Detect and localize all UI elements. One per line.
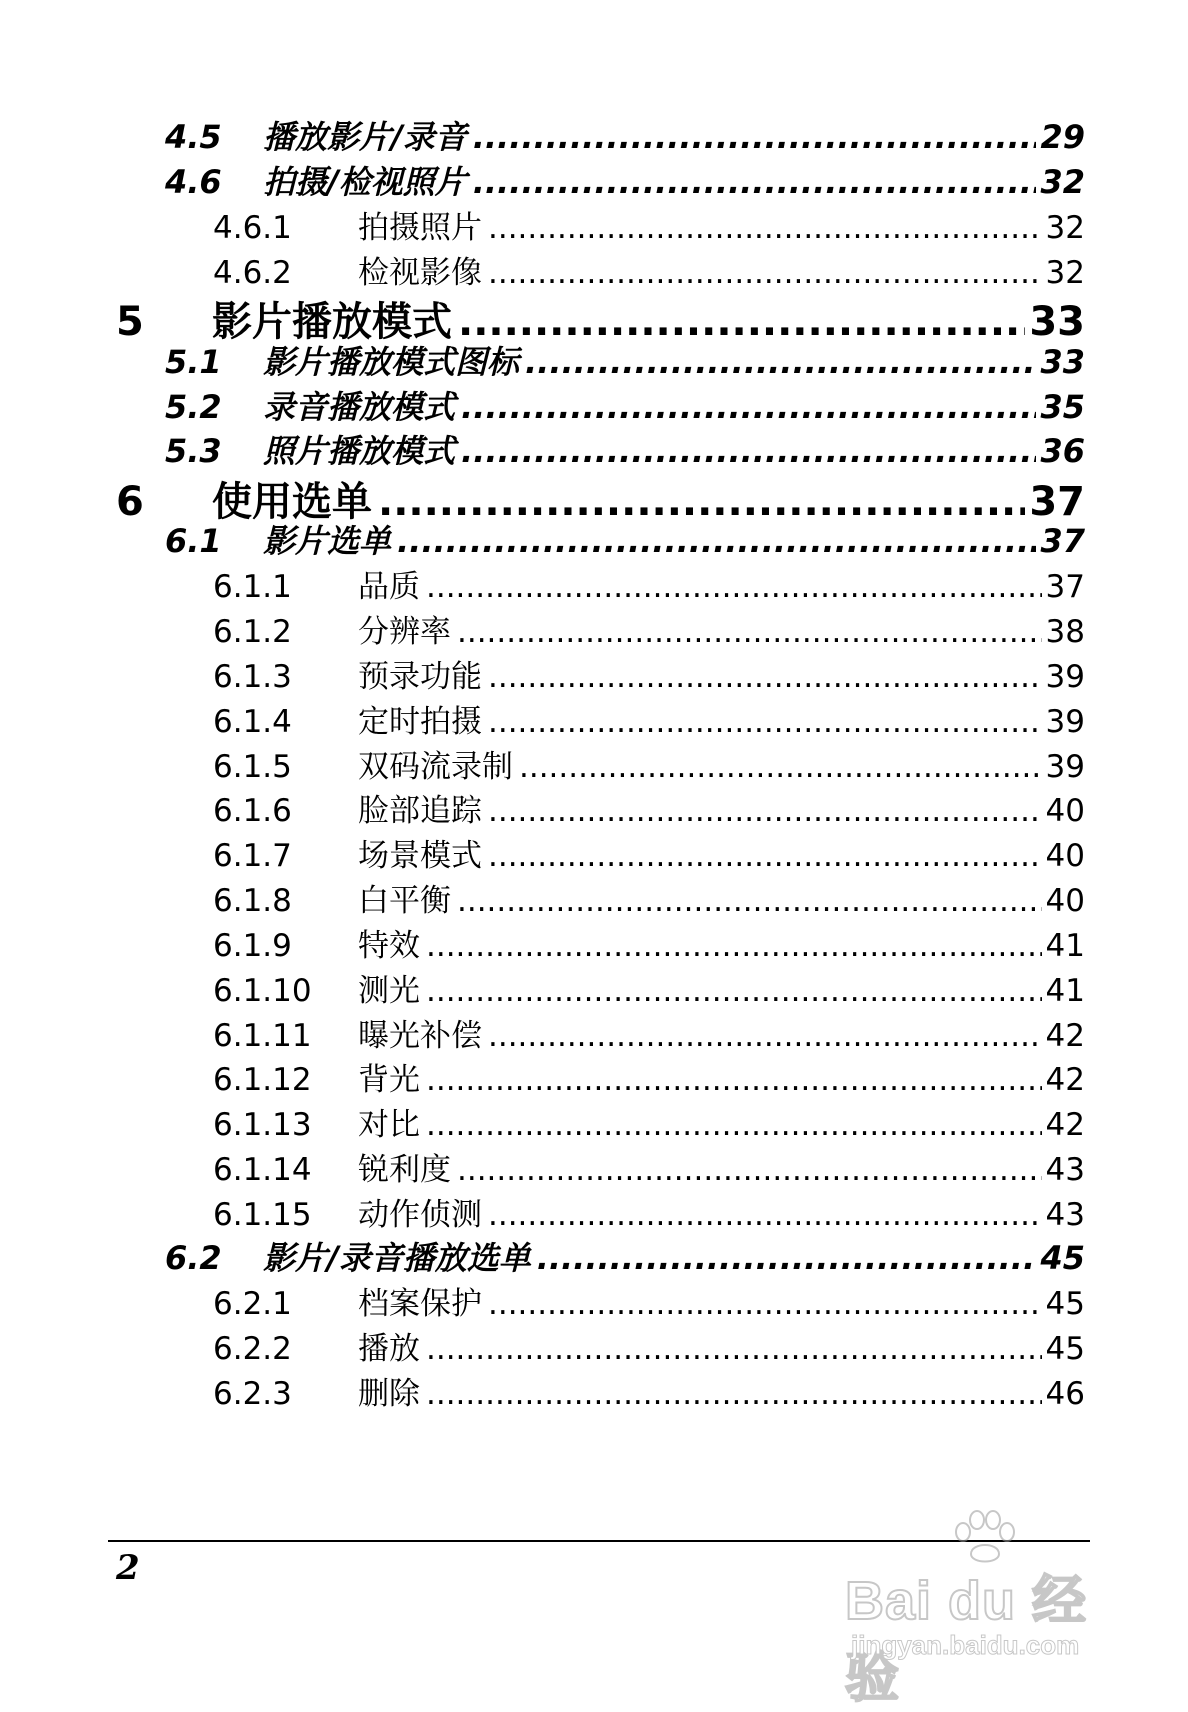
toc-entry-number: 4.6 xyxy=(165,163,222,201)
toc-entry-number: 6.1.1 xyxy=(213,569,292,605)
toc-entry[interactable] xyxy=(0,1323,1085,1369)
dot-leader xyxy=(426,1331,1042,1367)
toc-entry-page: 33 xyxy=(1029,299,1085,345)
toc-entry-page: 40 xyxy=(1045,838,1085,874)
toc-entry-page: 33 xyxy=(1040,343,1085,381)
toc-entry[interactable] xyxy=(0,1368,1085,1414)
watermark-brand: Bai du 经验 xyxy=(845,1571,1088,1708)
toc-entry-page: 39 xyxy=(1045,749,1085,785)
dot-leader xyxy=(457,614,1042,650)
toc-entry[interactable] xyxy=(0,516,1085,562)
toc-entry[interactable] xyxy=(0,830,1085,876)
toc-entry[interactable] xyxy=(0,920,1085,966)
toc-entry-title: 背光 xyxy=(358,1062,420,1098)
toc-entry-title: 白平衡 xyxy=(358,883,451,919)
toc-entry[interactable] xyxy=(0,1054,1085,1100)
toc-entry[interactable] xyxy=(0,606,1085,652)
toc-entry-number: 6.1.6 xyxy=(213,793,292,829)
toc-entry-title: 测光 xyxy=(358,973,420,1009)
toc-entry-page: 39 xyxy=(1045,659,1085,695)
toc-entry[interactable] xyxy=(0,696,1085,742)
dot-leader xyxy=(461,388,1036,426)
toc-entry-title: 播放 xyxy=(358,1331,420,1367)
toc-entry-page: 37 xyxy=(1040,522,1085,560)
toc-entry-number: 6.1.8 xyxy=(213,883,292,919)
toc-entry-number: 6.1.11 xyxy=(213,1018,312,1054)
toc-entry-number: 6.2.3 xyxy=(213,1376,292,1412)
toc-entry-page: 45 xyxy=(1045,1331,1085,1367)
toc-entry-page: 40 xyxy=(1045,883,1085,919)
toc-entry[interactable] xyxy=(0,965,1085,1011)
toc-entry-title: 使用选单 xyxy=(212,479,372,525)
toc-entry-page: 39 xyxy=(1045,704,1085,740)
toc-entry-number: 6.1.10 xyxy=(213,973,312,1009)
toc-entry-page: 36 xyxy=(1040,432,1085,470)
toc-entry-title: 对比 xyxy=(358,1107,420,1143)
watermark-url: jingyan.baidu.com xyxy=(851,1630,1080,1660)
toc-entry[interactable] xyxy=(0,741,1085,787)
toc-entry[interactable] xyxy=(0,1278,1085,1324)
toc-entry-page: 41 xyxy=(1045,928,1085,964)
toc-entry[interactable] xyxy=(0,202,1085,248)
toc-entry-number: 4.6.2 xyxy=(213,255,292,291)
toc-entry-title: 照片播放模式 xyxy=(263,432,456,470)
toc-entry-title: 双码流录制 xyxy=(358,749,513,785)
toc-entry-number: 6.1.13 xyxy=(213,1107,312,1143)
toc-entry-title: 影片选单 xyxy=(263,522,392,560)
toc-entry-page: 37 xyxy=(1029,479,1085,525)
toc-entry-title: 播放影片/录音 xyxy=(263,118,467,156)
dot-leader xyxy=(488,255,1042,291)
toc-entry-number: 5 xyxy=(116,299,144,345)
toc-entry-title: 场景模式 xyxy=(358,838,482,874)
toc-entry-number: 6.1.7 xyxy=(213,838,292,874)
page-number: 2 xyxy=(116,1548,140,1588)
toc-entry-number: 6.1.3 xyxy=(213,659,292,695)
toc-entry-page: 46 xyxy=(1045,1376,1085,1412)
dot-leader xyxy=(488,210,1042,246)
toc-entry-number: 6.1.15 xyxy=(213,1197,312,1233)
dot-leader xyxy=(426,1107,1042,1143)
toc-entry-number: 5.2 xyxy=(165,388,222,426)
toc-entry[interactable] xyxy=(0,1233,1085,1279)
toc-entry-page: 43 xyxy=(1045,1197,1085,1233)
dot-leader xyxy=(488,704,1042,740)
toc-entry-number: 5.3 xyxy=(165,432,222,470)
toc-entry-number: 6.1.5 xyxy=(213,749,292,785)
toc-entry-title: 品质 xyxy=(358,569,420,605)
toc-entry[interactable] xyxy=(0,247,1085,293)
toc-entry-title: 预录功能 xyxy=(358,659,482,695)
toc-entry-title: 拍摄/检视照片 xyxy=(263,163,467,201)
toc-entry-page: 29 xyxy=(1040,118,1085,156)
toc-entry-number: 6.2 xyxy=(165,1239,222,1277)
dot-leader xyxy=(473,118,1037,156)
toc-entry-page: 41 xyxy=(1045,973,1085,1009)
toc-entry-title: 分辨率 xyxy=(358,614,451,650)
dot-leader xyxy=(488,1197,1042,1233)
toc-entry-title: 录音播放模式 xyxy=(263,388,456,426)
dot-leader xyxy=(519,749,1042,785)
dot-leader xyxy=(525,343,1036,381)
toc-entry[interactable] xyxy=(0,1099,1085,1145)
toc-entry-title: 影片/录音播放选单 xyxy=(263,1239,531,1277)
toc-entry-page: 37 xyxy=(1045,569,1085,605)
toc-entry-number: 6.1.12 xyxy=(213,1062,312,1098)
toc-entry-number: 6.1 xyxy=(165,522,222,560)
toc-entry-title: 动作侦测 xyxy=(358,1197,482,1233)
dot-leader xyxy=(488,1286,1042,1322)
toc-entry-page: 42 xyxy=(1045,1107,1085,1143)
toc-entry-title: 档案保护 xyxy=(358,1286,482,1322)
toc-entry-title: 定时拍摄 xyxy=(358,704,482,740)
dot-leader xyxy=(473,163,1037,201)
toc-entry-page: 35 xyxy=(1040,388,1085,426)
toc-entry-page: 32 xyxy=(1045,255,1085,291)
toc-entry[interactable] xyxy=(0,112,1085,158)
toc-entry[interactable] xyxy=(0,337,1085,383)
toc-entry[interactable] xyxy=(0,426,1085,472)
toc-entry-page: 45 xyxy=(1040,1239,1085,1277)
toc-entry-number: 6.1.9 xyxy=(213,928,292,964)
toc-entry[interactable] xyxy=(0,875,1085,921)
toc-entry-page: 38 xyxy=(1045,614,1085,650)
dot-leader xyxy=(457,883,1042,919)
dot-leader xyxy=(426,569,1042,605)
toc-entry-title: 锐利度 xyxy=(358,1152,451,1188)
toc-entry-title: 特效 xyxy=(358,928,420,964)
toc-entry-page: 32 xyxy=(1045,210,1085,246)
toc-entry-number: 6.1.14 xyxy=(213,1152,312,1188)
toc-entry[interactable] xyxy=(0,1189,1085,1235)
dot-leader xyxy=(488,659,1042,695)
toc-entry-number: 6.2.2 xyxy=(213,1331,292,1367)
dot-leader xyxy=(397,522,1036,560)
toc-entry-title: 拍摄照片 xyxy=(358,210,482,246)
toc-entry-page: 40 xyxy=(1045,793,1085,829)
toc-entry-title: 删除 xyxy=(358,1376,420,1412)
toc-entry[interactable] xyxy=(0,1010,1085,1056)
toc-entry[interactable] xyxy=(0,157,1085,203)
dot-leader xyxy=(488,838,1042,874)
toc-entry-title: 影片播放模式图标 xyxy=(263,343,520,381)
dot-leader xyxy=(461,432,1036,470)
toc-entry-title: 影片播放模式 xyxy=(212,299,452,345)
dot-leader xyxy=(537,1239,1037,1277)
toc-entry-page: 42 xyxy=(1045,1062,1085,1098)
toc-entry-number: 5.1 xyxy=(165,343,222,381)
toc-entry-title: 脸部追踪 xyxy=(358,793,482,829)
dot-leader xyxy=(488,793,1042,829)
toc-entry-page: 42 xyxy=(1045,1018,1085,1054)
toc-entry-number: 4.5 xyxy=(165,118,222,156)
dot-leader xyxy=(426,1376,1042,1412)
toc-entry[interactable] xyxy=(0,785,1085,831)
toc-entry-page: 45 xyxy=(1045,1286,1085,1322)
toc-entry[interactable] xyxy=(0,651,1085,697)
dot-leader xyxy=(488,1018,1042,1054)
toc-entry-number: 4.6.1 xyxy=(213,210,292,246)
toc-entry[interactable] xyxy=(0,561,1085,607)
dot-leader xyxy=(457,1152,1042,1188)
toc-entry[interactable] xyxy=(0,290,1085,345)
toc-entry-number: 6 xyxy=(116,479,144,525)
dot-leader xyxy=(426,1062,1042,1098)
dot-leader xyxy=(426,973,1042,1009)
toc-entry[interactable] xyxy=(0,470,1085,525)
dot-leader xyxy=(426,928,1042,964)
toc-entry-page: 43 xyxy=(1045,1152,1085,1188)
toc-entry-number: 6.1.2 xyxy=(213,614,292,650)
toc-entry-number: 6.2.1 xyxy=(213,1286,292,1322)
toc-entry[interactable] xyxy=(0,1144,1085,1190)
toc-entry-title: 检视影像 xyxy=(358,255,482,291)
toc-entry-title: 曝光补偿 xyxy=(358,1018,482,1054)
toc-entry-page: 32 xyxy=(1040,163,1085,201)
baidu-watermark xyxy=(845,1510,1125,1708)
toc-entry-number: 6.1.4 xyxy=(213,704,292,740)
toc-entry[interactable] xyxy=(0,382,1085,428)
